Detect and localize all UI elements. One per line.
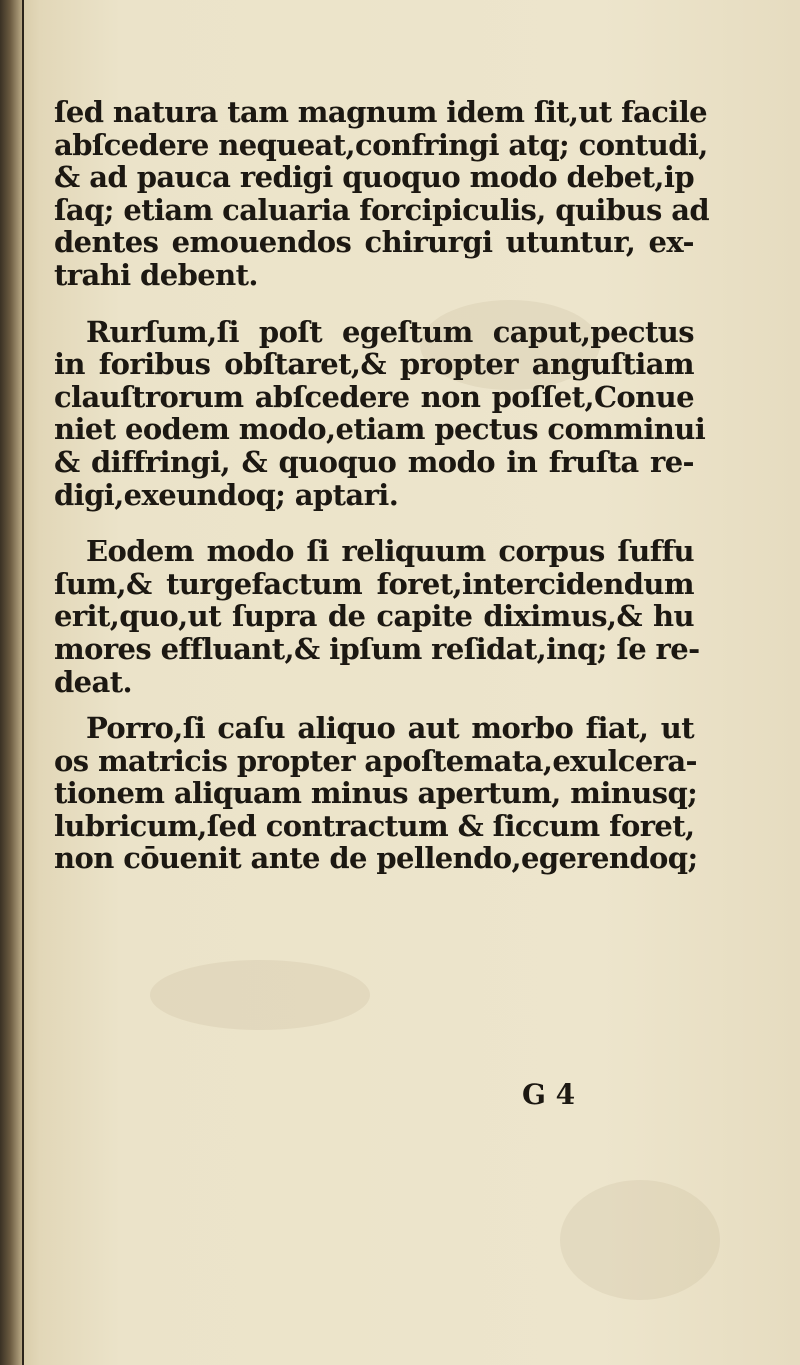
text-line: lubricum,ſed contractum & ſiccum foret, [54,808,695,843]
text-line: niet eodem modo,etiam pectus comminui [54,412,706,447]
paragraph-2 [54,314,706,512]
text-line: non cōuenit ante de pellendo,egerendoq; [54,841,698,876]
text-line: trahi debent. [54,257,258,292]
text-line: Rurſum,ſi poſt egeſtum caput,pectus [86,314,694,349]
text-line: digi,exeundoq; aptari. [54,477,399,512]
paper-stain [150,960,370,1030]
text-line: ſaq; etiam caluaria forcipiculis, quibus ad [54,192,710,227]
paragraph-3 [54,534,700,699]
text-line: clauſtrorum abſcedere non poſſet,Conue [54,379,694,414]
paper-stain [560,1180,720,1300]
text-line: mores effluant,& ipſum reſidat,inq; ſe re- [54,631,700,666]
text-line: erit,quo,ut ſupra de capite diximus,& hu [54,599,694,634]
text-line: os matricis propter apoſtemata,exulcera- [54,743,697,778]
text-line: abſcedere nequeat,confringi atq; contudi, [54,127,708,162]
book-gutter [0,0,22,1365]
text-line: deat. [54,664,133,699]
paragraph-1 [54,95,710,292]
text-line: Porro,ſi caſu aliquo aut morbo fiat, ut [86,711,694,746]
gutter-edge [22,0,24,1365]
text-line: Eodem modo ſi reliquum corpus ſuffu [86,534,694,569]
page-text-column [54,95,710,876]
text-line: in foribus obſtaret,& propter anguſtiam [54,347,694,382]
text-line: & ad pauca redigi quoquo modo debet,ip [54,160,694,195]
text-line: tionem aliquam minus apertum, minusq; [54,776,698,811]
text-line: dentes emouendos chirurgi utuntur, ex- [54,225,694,260]
paragraph-4 [54,711,698,876]
text-line: ſed natura tam magnum idem ſit,ut facile [54,95,707,129]
text-line: ſum,& turgefactum foret,intercidendum [54,566,694,601]
signature-mark: G 4 [522,1078,576,1111]
text-line: & diffringi, & quoquo modo in fruſta re- [54,444,694,479]
